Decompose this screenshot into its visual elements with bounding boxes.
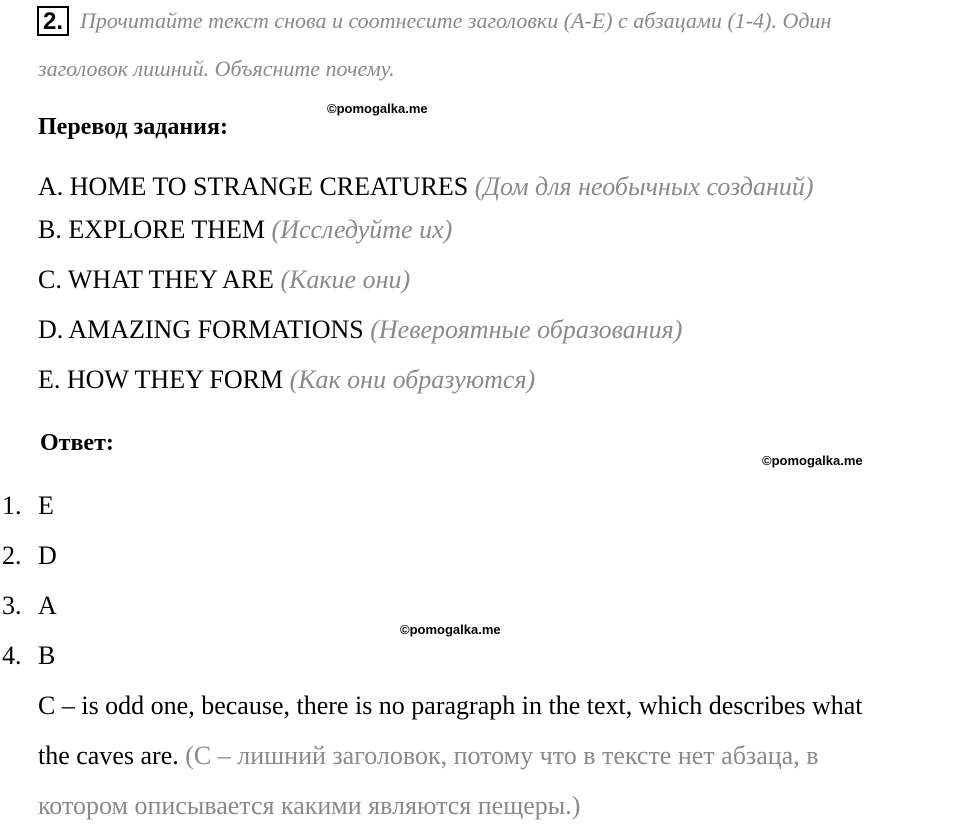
heading-ru: (Невероятные образования) (370, 315, 683, 344)
heading-ru: (Какие они) (280, 265, 411, 294)
translation-heading: Перевод задания: (38, 114, 228, 140)
answer-value: A (38, 591, 57, 620)
heading-en: A. HOME TO STRANGE CREATURES (38, 172, 469, 201)
answer-value: E (38, 491, 54, 520)
heading-ru: (Исследуйте их) (271, 215, 453, 244)
heading-item-d (38, 315, 682, 345)
heading-ru: (Дом для необычных созданий) (474, 172, 814, 201)
answer-value: D (38, 541, 57, 570)
answer-number: 3. (2, 591, 22, 620)
heading-item-c (38, 265, 410, 295)
task-number-box: 2. (37, 6, 69, 36)
answer-value: B (38, 641, 56, 670)
explanation-en: the caves are. (38, 741, 179, 770)
heading-item-a (38, 172, 814, 202)
explanation-line2 (38, 741, 818, 771)
watermark-1: ©pomogalka.me (327, 101, 428, 116)
explanation-line1: C – is odd one, because, there is no paragraph in the text, which describes what (38, 691, 863, 720)
heading-item-e (38, 365, 535, 395)
heading-en: E. HOW THEY FORM (38, 365, 284, 394)
answer-heading: Ответ: (40, 430, 114, 456)
explanation-line3: котором описывается какими являются пещеры.) (38, 791, 581, 820)
heading-item-b (38, 215, 452, 245)
task-instruction-line1: Прочитайте текст снова и соотнесите заголовки (A-E) с абзацами (1-4). Один (80, 8, 832, 33)
watermark-2: ©pomogalka.me (762, 453, 863, 468)
explanation-ru: (С – лишний заголовок, потому что в тексте нет абзаца, в (185, 741, 819, 770)
answer-number: 4. (2, 641, 22, 670)
heading-en: D. AMAZING FORMATIONS (38, 315, 364, 344)
watermark-3: ©pomogalka.me (400, 622, 501, 637)
heading-en: C. WHAT THEY ARE (38, 265, 274, 294)
heading-ru: (Как они образуются) (289, 365, 536, 394)
answer-number: 1. (2, 491, 22, 520)
heading-en: B. EXPLORE THEM (38, 215, 266, 244)
answer-number: 2. (2, 541, 22, 570)
task-instruction-line2: заголовок лишний. Объясните почему. (38, 56, 395, 81)
